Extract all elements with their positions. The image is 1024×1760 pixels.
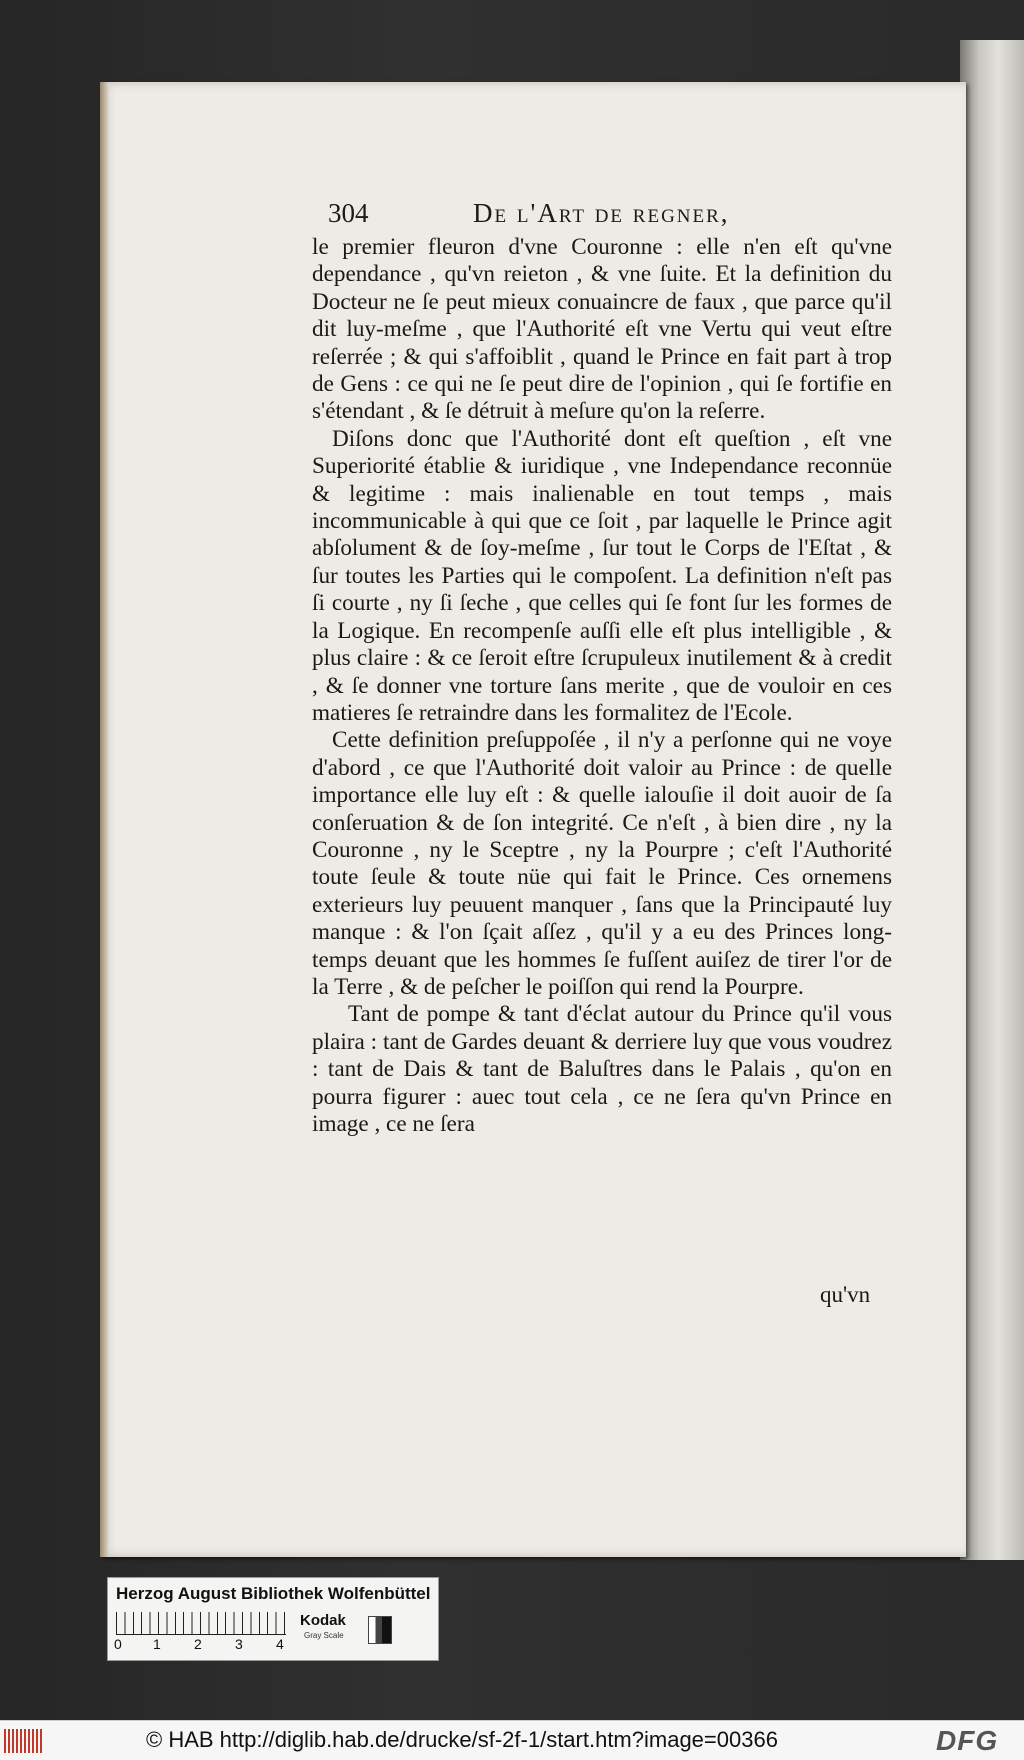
ruler-number: 1 — [153, 1636, 161, 1652]
facing-page-edge — [960, 40, 1024, 1560]
paragraph: Cette definition preſuppoſée , il n'y a perſonne qui ne voye d'abord , ce que l'Authorité doit valoir au Prince : de quelle importance elle luy eſt : & quelle ialouſie il doit auoir de ſa conſeruation & de ſon integrité. Ce n'eſt , à bien dire , ny la Couronne , ny le Sceptre , ny la Pourpre ; c'eſt l'Authorité toute ſeule & toute nüe qui fait le Prince. Ces ornemens exterieurs luy peuuent manquer , ſans que la Principauté luy manque : & l'on ſçait aſſez , qu'il y a eu des Princes long-temps deuant que les hommes ſe fuſſent auiſez de tirer l'or de la Terre , & de peſcher le poiſſon qui rend la Pourpre. — [312, 727, 892, 1000]
library-name: Herzog August Bibliothek Wolfenbüttel — [116, 1584, 431, 1603]
running-head-title: De l'Art de regner, — [473, 198, 730, 228]
kodak-brand: Kodak — [300, 1612, 346, 1629]
body-text — [312, 234, 892, 1138]
ruler-number: 3 — [235, 1636, 243, 1652]
catchword: qu'vn — [820, 1282, 871, 1307]
barcode-icon — [4, 1729, 44, 1753]
paragraph: Diſons donc que l'Authorité dont eſt queſtion , eſt vne Superiorité établie & iuridique , vne Independance reconnüe & legitime : mais inalienable en tout temps , mais incommunicable à qui que ce ſoit , par laquelle le Prince agit abſolument & de ſoy-meſme , ſur tout le Corps de l'Eſtat , & ſur toutes les Parties qui le compoſent. La definition n'eſt pas ſi courte , ny ſi ſeche , que celles qui ſe font ſur les formes de la Logique. En recompenſe auſſi elle eſt plus intelligible , & plus claire : & ce ſeroit eſtre ſcrupuleux inutilement & à credit , & ſe donner vne torture ſans merite , que de vouloir en ces matieres ſe retraindre dans les formalitez de l'Ecole. — [312, 425, 892, 726]
source-link[interactable]: © HAB http://diglib.hab.de/drucke/sf-2f-1/start.htm?image=00366 — [146, 1727, 778, 1752]
gray-scale-swatch — [368, 1616, 392, 1644]
scale-ruler — [116, 1612, 286, 1635]
ruler-number: 2 — [194, 1636, 202, 1652]
paragraph-continuation: le premier fleuron d'vne Couronne : elle n'en eſt qu'vne dependance , qu'vn reieton , & vne ſuite. Et la definition du Docteur ne ſe peut mieux conuaincre de faux , que parce qu'il dit luy-meſme , que l'Authorité eſt vne Vertu qui veut eſtre reſerrée ; & qui s'affoiblit , quand le Prince en fait part à trop de Gens : ce qui ne ſe peut dire de l'opinion , qui ſe fortifie en s'étendant , & ſe détruit à meſure qu'on la reſerre. — [312, 234, 892, 425]
ruler-number: 0 — [114, 1636, 122, 1652]
paragraph: Tant de pompe & tant d'éclat autour du Prince qu'il vous plaira : tant de Gardes deuant & derriere luy que vous voudrez : tant de Dais & tant de Baluſtres dans le Palais , qu'on en pourra figurer : auec tout cela , ce ne ſera qu'vn Prince en image , ce ne ſera — [312, 1001, 892, 1137]
footer-bar — [0, 1720, 1024, 1760]
ruler-number: 4 — [276, 1636, 284, 1652]
folio-number: 304 — [328, 198, 369, 228]
page-gutter-edge — [100, 82, 108, 1557]
running-head — [328, 198, 888, 234]
kodak-gray-scale-label: Gray Scale — [304, 1631, 344, 1640]
color-calibration-chart — [107, 1577, 439, 1661]
dfg-logo: DFG — [936, 1725, 999, 1756]
